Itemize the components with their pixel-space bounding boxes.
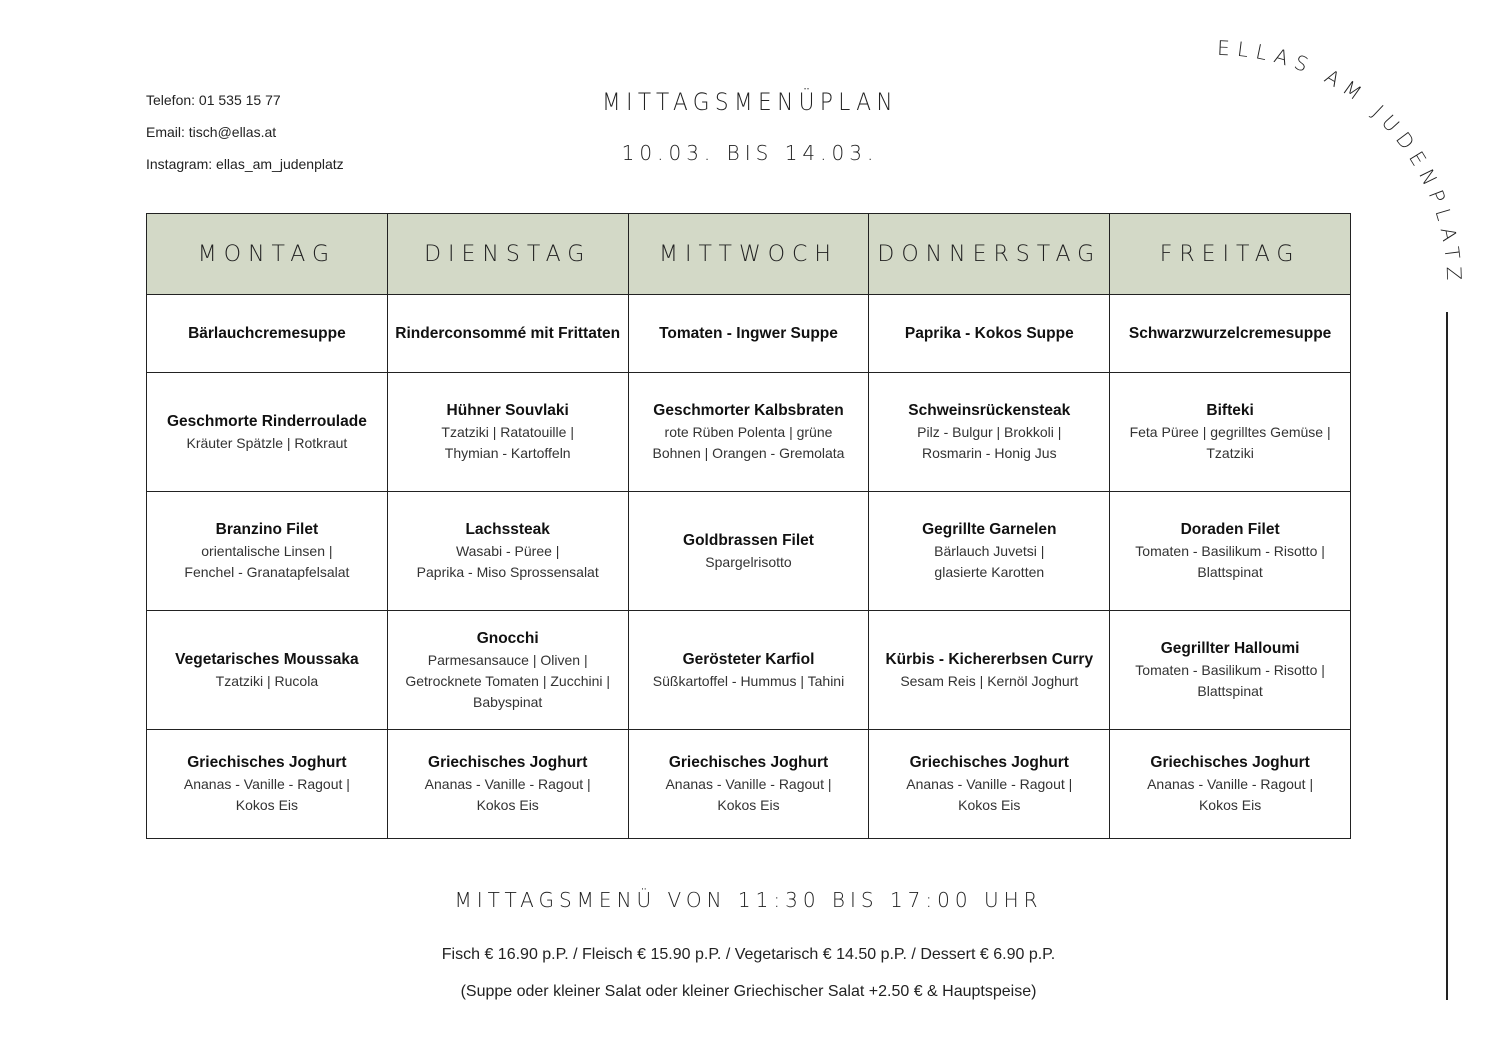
dish-name: Griechisches Joghurt [668, 754, 829, 771]
dish-sides: Ananas - Vanille - Ragout | Kokos Eis [906, 776, 1073, 813]
menu-cell [147, 373, 388, 492]
dish-sides: Bärlauch Juvetsi | glasierte Karotten [934, 543, 1045, 580]
menu-cell [1110, 295, 1351, 373]
menu-cell [628, 492, 869, 611]
dish-name: Geschmorter Kalbsbraten [653, 402, 844, 419]
day-header-thursday: DONNERSTAG [869, 214, 1110, 295]
table-row [147, 492, 1351, 611]
dish-name: Gegrillte Garnelen [922, 521, 1057, 538]
menu-cell [869, 730, 1110, 839]
dish-name: Goldbrassen Filet [683, 531, 814, 549]
dish-name: Hühner Souvlaki [446, 402, 569, 419]
dish-name: Griechisches Joghurt [187, 754, 347, 771]
dish-sides: Süßkartoffel - Hummus | Tahini [652, 672, 845, 689]
dish-sides: rote Rüben Polenta | grüne Bohnen | Orangen - Gremolata [652, 424, 845, 461]
menu-cell [1110, 373, 1351, 492]
dish-name: Griechisches Joghurt [1150, 754, 1310, 771]
phone-text: Telefon: 01 535 15 77 [146, 92, 281, 108]
menu-cell [628, 295, 869, 373]
dish-name: Paprika - Kokos Suppe [904, 324, 1074, 342]
dish-name: Schweinsrückensteak [908, 402, 1071, 419]
dish-name: Kürbis - Kichererbsen Curry [885, 650, 1094, 668]
contact-info [146, 90, 344, 186]
dish-sides: orientalische Linsen | Fenchel - Granatapfelsalat [184, 543, 350, 580]
menu-cell [387, 295, 628, 373]
menu-cell [869, 492, 1110, 611]
divider-line [1446, 312, 1448, 1000]
table-row [147, 730, 1351, 839]
dish-name: Bärlauchcremesuppe [188, 324, 346, 342]
page-title: MITTAGSMENÜPLAN [602, 88, 898, 116]
menu-cell [1110, 730, 1351, 839]
dish-sides: Pilz - Bulgur | Brokkoli | Rosmarin - Honig Jus [917, 424, 1062, 461]
dish-name: Geschmorte Rinderroulade [166, 412, 367, 430]
dish-name: Rinderconsommé mit Frittaten [395, 324, 621, 342]
menu-cell [147, 611, 388, 730]
dish-name: Gegrillter Halloumi [1160, 640, 1300, 657]
dish-sides: Kräuter Spätzle | Rotkraut [186, 434, 348, 451]
table-row [147, 295, 1351, 373]
day-header-friday: FREITAG [1110, 214, 1351, 295]
menu-cell [387, 492, 628, 611]
menu-cell [1110, 611, 1351, 730]
menu-cell [1110, 492, 1351, 611]
dish-name: Tomaten - Ingwer Suppe [659, 324, 838, 342]
dish-sides: Tzatziki | Ratatouille | Thymian - Kartoffeln [441, 424, 574, 461]
menu-cell [387, 730, 628, 839]
dish-name: Griechisches Joghurt [909, 754, 1069, 771]
day-header-tuesday: DIENSTAG [387, 214, 628, 295]
day-header-wednesday: MITTWOCH [628, 214, 869, 295]
menu-cell [147, 730, 388, 839]
dish-sides: Ananas - Vanille - Ragout | Kokos Eis [1147, 776, 1314, 813]
dish-sides: Ananas - Vanille - Ragout | Kokos Eis [665, 776, 832, 813]
menu-cell [387, 373, 628, 492]
menu-cell [869, 611, 1110, 730]
table-row [147, 611, 1351, 730]
menu-cell [147, 295, 388, 373]
table-row [147, 373, 1351, 492]
menu-table [146, 213, 1351, 839]
dish-sides: Tzatziki | Rucola [215, 672, 319, 689]
dish-name: Bifteki [1206, 402, 1254, 419]
day-header-monday: MONTAG [147, 214, 388, 295]
menu-cell [387, 611, 628, 730]
dish-sides: Feta Püree | gegrilltes Gemüse | Tzatziki [1129, 424, 1331, 461]
dish-sides: Sesam Reis | Kernöl Joghurt [900, 672, 1079, 689]
dish-name: Lachssteak [465, 521, 550, 538]
price-list: Fisch € 16.90 p.P. / Fleisch € 15.90 p.P. / Vegetarisch € 14.50 p.P. / Dessert € 6.90 p.P. [441, 946, 1056, 963]
dish-name: Doraden Filet [1180, 521, 1280, 538]
dish-name: Griechisches Joghurt [428, 754, 588, 771]
dish-name: Branzino Filet [215, 521, 319, 538]
brand-name: ELLAS AM JUDENPLATZ [1216, 35, 1467, 288]
dish-name: Gnocchi [476, 629, 539, 647]
price-note: (Suppe oder kleiner Salat oder kleiner Griechischer Salat +2.50 € & Hauptspeise) [460, 983, 1037, 1000]
menu-cell [869, 295, 1110, 373]
menu-cell [869, 373, 1110, 492]
menu-cell [147, 492, 388, 611]
day-header-row [147, 214, 1351, 295]
menu-cell [628, 730, 869, 839]
dish-name: Gerösteter Karfiol [682, 650, 815, 668]
date-range: 10.03. BIS 14.03. [621, 141, 879, 165]
dish-sides: Wasabi - Püree | Paprika - Miso Sprossensalat [416, 543, 599, 580]
dish-sides: Tomaten - Basilikum - Risotto | Blattspinat [1135, 662, 1325, 699]
dish-sides: Ananas - Vanille - Ragout | Kokos Eis [183, 776, 350, 813]
dish-sides: Tomaten - Basilikum - Risotto | Blattspinat [1135, 543, 1325, 580]
email-text: Email: tisch@ellas.at [146, 124, 277, 140]
lunch-hours-title: MITTAGSMENÜ VON 11:30 BIS 17:00 UHR [454, 888, 1043, 912]
menu-cell [628, 373, 869, 492]
dish-sides: Parmesansauce | Oliven | Getrocknete Tomaten | Zucchini | Babyspinat [405, 651, 611, 710]
instagram-text: Instagram: ellas_am_judenplatz [146, 156, 344, 172]
dish-name: Vegetarisches Moussaka [175, 650, 359, 668]
dish-sides: Ananas - Vanille - Ragout | Kokos Eis [424, 776, 591, 813]
dish-name: Schwarzwurzelcremesuppe [1128, 324, 1332, 342]
dish-sides: Spargelrisotto [705, 553, 792, 570]
menu-cell [628, 611, 869, 730]
